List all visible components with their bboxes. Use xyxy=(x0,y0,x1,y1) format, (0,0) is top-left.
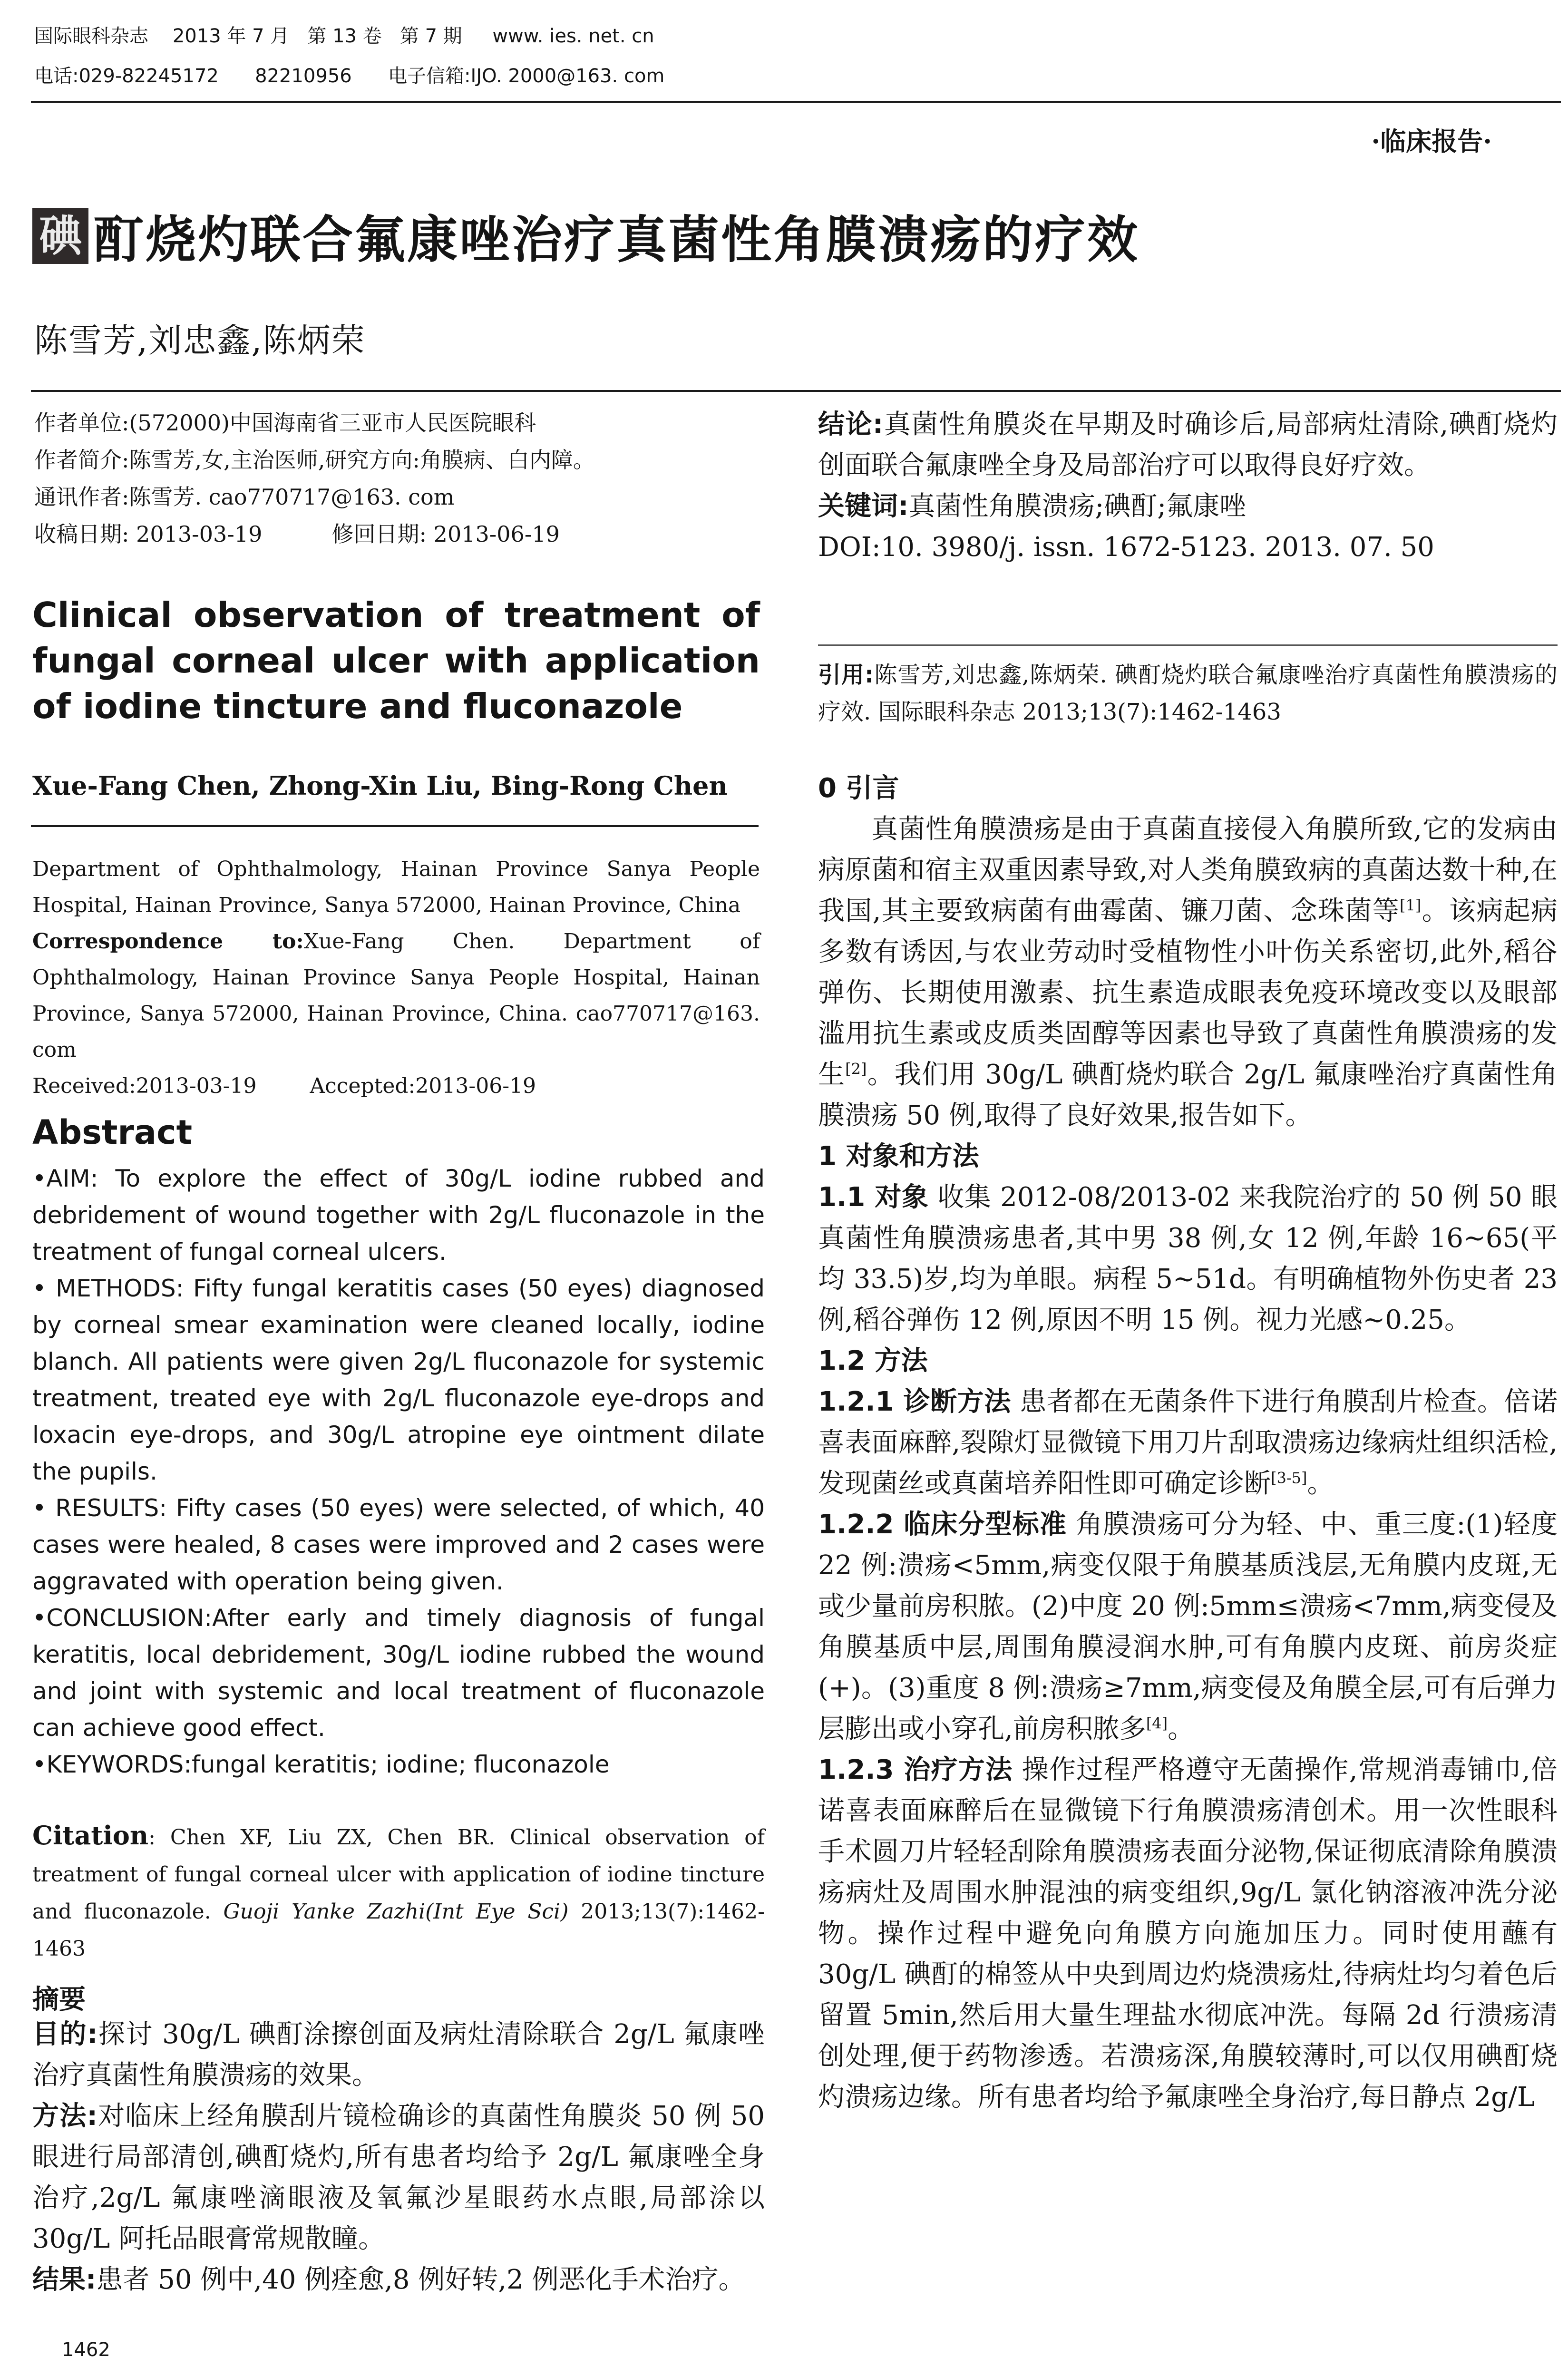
abstract-conclusion: •CONCLUSION:After early and timely diagnosis of fungal keratitis, local debridement, 30g/L iodine rubbed the wound and joint with systemic and local treatment of fluconazole can achieve good effect. xyxy=(32,1604,765,1742)
right-divider xyxy=(818,644,1558,646)
intro-text-2: 。该病起病多数有诱因,与农业劳动时受植物性小叶伤关系密切,此外,稻谷弹伤、长期使用激素、抗生素造成眼表免疫环境改变以及眼部滥用抗生素或皮质类固醇等因素也导致了真菌性角膜溃疡的发生 xyxy=(818,896,1558,1090)
section-1-2-3-label: 1.2.3 治疗方法 xyxy=(818,1754,1013,1785)
abstract-body xyxy=(32,1160,765,1783)
method-text: 对临床上经角膜刮片镜检确诊的真菌性角膜炎 50 例 50 眼进行局部清创,碘酊烧灼,所有患者均给予 2g/L 氟康唑全身治疗,2g/L 氟康唑滴眼液及氧氟沙星眼药水点眼,局部涂以 30g/L 阿托品眼膏常规散瞳。 xyxy=(32,2101,765,2254)
affiliation xyxy=(32,851,760,1104)
journal-header-line2: 电话:029-82245172 82210956 电子信箱:IJO. 2000@163. com xyxy=(34,65,665,87)
author-unit: 作者单位:(572000)中国海南省三亚市人民医院眼科 xyxy=(34,410,536,436)
abstract-keywords: •KEYWORDS:fungal keratitis; iodine; fluconazole xyxy=(32,1751,610,1778)
cn-abstract-result xyxy=(32,2260,765,2300)
ref-1: [1] xyxy=(1400,896,1422,915)
section-1-heading: 1 对象和方法 xyxy=(818,1141,979,1172)
author-meta xyxy=(34,404,757,553)
received-dates: 收稿日期: 2013-03-19 修回日期: 2013-06-19 xyxy=(34,521,560,547)
article-title xyxy=(32,200,1139,272)
correspondence-label: Correspondence to: xyxy=(32,929,304,954)
intro-text-1: 真菌性角膜溃疡是由于真菌直接侵入角膜所致,它的发病由病原菌和宿主双重因素导致,对人类角膜致病的真菌达数十种,在我国,其主要致病菌有曲霉菌、镰刀菌、念珠菌等 xyxy=(818,814,1558,926)
result-text: 患者 50 例中,40 例痊愈,8 例好转,2 例恶化手术治疗。 xyxy=(96,2264,745,2295)
citation xyxy=(32,1817,765,1968)
header-rule xyxy=(31,101,1561,103)
correspondence-text: Xue-Fang Chen. Department of Ophthalmology, Hainan Province Sanya People Hospital, Hainan Province, Sanya 572000, Hainan Province, China. cao770717@163. com xyxy=(32,929,760,1062)
keywords-text: 真菌性角膜溃疡;碘酊;氟康唑 xyxy=(908,491,1247,522)
title-first-glyph: 碘 xyxy=(32,208,88,264)
cn-citation-label: 引用: xyxy=(818,662,874,688)
ref-2: [2] xyxy=(845,1060,867,1078)
cn-citation-text: 陈雪芳,刘忠鑫,陈炳荣. 碘酊烧灼联合氟康唑治疗真菌性角膜溃疡的疗效. 国际眼科杂志 2013;13(7):1462-1463 xyxy=(818,662,1558,725)
cn-keywords xyxy=(818,486,1558,527)
cn-abstract xyxy=(32,2014,765,2300)
cn-abstract-purpose xyxy=(32,2014,765,2096)
cn-conclusion xyxy=(818,404,1558,486)
main-rule xyxy=(31,390,1561,392)
citation-journal: Guoji Yanke Zazhi(Int Eye Sci) xyxy=(223,1900,569,1924)
citation-tail: 2013;13(7):1462-1463 xyxy=(32,1900,765,1961)
section-1-2-heading: 1.2 方法 xyxy=(818,1345,928,1376)
section-1-2-2-text: 角膜溃疡可分为轻、中、重三度:(1)轻度 22 例:溃疡<5mm,病变仅限于角膜基质浅层,无角膜内皮斑,无或少量前房积脓。(2)中度 20 例:5mm≤溃疡<7mm,病变侵及角膜基质中层,周围角膜浸润水肿,可有角膜内皮斑、前房炎症(+)。(3)重度 8 例:溃疡≥7mm,病变侵及角膜全层,可有后弹力层膨出或小穿孔,前房积脓多 xyxy=(818,1509,1558,1744)
section-1-2-2 xyxy=(818,1504,1558,1750)
corresponding-author: 通讯作者:陈雪芳. cao770717@163. com xyxy=(34,484,455,510)
right-summary xyxy=(818,404,1558,568)
title-text: 酊烧灼联合氟康唑治疗真菌性角膜溃疡的疗效 xyxy=(93,211,1139,269)
cn-abstract-heading: 摘要 xyxy=(32,1984,86,2015)
page-number: 1462 xyxy=(62,2339,110,2361)
authors-cn: 陈雪芳,刘忠鑫,陈炳荣 xyxy=(34,321,366,360)
section-1-2-1 xyxy=(818,1382,1558,1504)
abstract-results: • RESULTS: Fifty cases (50 eyes) were selected, of which, 40 cases were healed, 8 cases were improved and 2 cases were aggravated with operation being given. xyxy=(32,1494,765,1595)
abstract-heading: Abstract xyxy=(32,1113,193,1152)
section-1-2-1-label: 1.2.1 诊断方法 xyxy=(818,1386,1011,1417)
body-text xyxy=(818,768,1558,2118)
affiliation-dept: Department of Ophthalmology, Hainan Province Sanya People Hospital, Hainan Province, Sanya 572000, Hainan Province, China xyxy=(32,857,760,917)
section-1-2-1-text: 患者都在无菌条件下进行角膜刮片检查。倍诺喜表面麻醉,裂隙灯显微镜下用刀片刮取溃疡边缘病灶组织活检,发现菌丝或真菌培养阳性即可确定诊断 xyxy=(818,1386,1558,1499)
citation-label: Citation xyxy=(32,1820,149,1851)
section-1-1 xyxy=(818,1177,1558,1341)
section-1-1-text: 收集 2012-08/2013-02 来我院治疗的 50 例 50 眼真菌性角膜溃疡患者,其中男 38 例,女 12 例,年龄 16~65(平均 33.5)岁,均为单眼。病程 5~51d。有明确植物外伤史者 23 例,稻谷弹伤 12 例,原因不明 15 例。视力光感~0.25。 xyxy=(818,1182,1558,1335)
section-tag: ·临床报告· xyxy=(1371,126,1492,156)
doi: DOI:10. 3980/j. issn. 1672-5123. 2013. 07. 50 xyxy=(818,532,1434,563)
result-label: 结果: xyxy=(32,2264,97,2295)
purpose-text: 探讨 30g/L 碘酊涂擦创面及病灶清除联合 2g/L 氟康唑治疗真菌性角膜溃疡的效果。 xyxy=(32,2019,765,2091)
abstract-aim: •AIM: To explore the effect of 30g/L iodine rubbed and debridement of wound together with 2g/L fluconazole in the treatment of fungal corneal ulcers. xyxy=(32,1165,765,1266)
cn-abstract-method xyxy=(32,2096,765,2260)
ref-4: [4] xyxy=(1146,1714,1168,1733)
section-1-2-2-end: 。 xyxy=(1168,1714,1195,1744)
section-1-2-1-end: 。 xyxy=(1307,1468,1334,1499)
affiliation-received: Received:2013-03-19 Accepted:2013-06-19 xyxy=(32,1074,536,1098)
ref-3-5: [3-5] xyxy=(1271,1469,1307,1487)
intro-text-3: 。我们用 30g/L 碘酊烧灼联合 2g/L 氟康唑治疗真菌性角膜溃疡 50 例,取得了良好效果,报告如下。 xyxy=(818,1059,1558,1131)
affiliation-correspondence xyxy=(32,924,760,1068)
abstract-methods: • METHODS: Fifty fungal keratitis cases (50 eyes) diagnosed by corneal smear examination were cleaned locally, iodine blanch. All patients were given 2g/L fluconazole for systemic treatment, treated eye with 2g/L fluconazole eye-drops and loxacin eye-drops, and 30g/L atropine eye ointment dilate the pupils. xyxy=(32,1275,765,1485)
conclusion-text: 真菌性角膜炎在早期及时确诊后,局部病灶清除,碘酊烧灼创面联合氟康唑全身及局部治疗可以取得良好疗效。 xyxy=(818,409,1558,481)
keywords-label: 关键词: xyxy=(818,491,909,522)
method-label: 方法: xyxy=(32,2101,97,2132)
english-title: Clinical observation of treatment of fungal corneal ulcer with application of iodine tincture and fluconazole xyxy=(32,595,760,726)
author-intro: 作者简介:陈雪芳,女,主治医师,研究方向:角膜病、白内障。 xyxy=(34,447,595,473)
purpose-label: 目的: xyxy=(32,2019,98,2050)
english-authors-rule xyxy=(31,825,759,827)
journal-header-line1: 国际眼科杂志 2013 年 7 月 第 13 卷 第 7 期 www. ies. net. cn xyxy=(34,25,654,47)
section-1-2-3-text: 操作过程严格遵守无菌操作,常规消毒铺巾,倍诺喜表面麻醉后在显微镜下行角膜溃疡清创术。用一次性眼科手术圆刀片轻轻刮除角膜溃疡表面分泌物,保证彻底清除角膜溃疡病灶及周围水肿混浊的病变组织,9g/L 氯化钠溶液冲洗分泌物。操作过程中避免向角膜方向施加压力。同时使用蘸有 30g/L 碘酊的棉签从中央到周边灼烧溃疡灶,待病灶均匀着色后留置 5min,然后用大量生理盐水彻底冲洗。每隔 2d 行溃疡清创处理,便于药物渗透。若溃疡深,角膜较薄时,可以仅用碘酊烧灼溃疡边缘。所有患者均给予氟康唑全身治疗,每日静点 2g/L xyxy=(818,1754,1558,2113)
section-1-2-2-label: 1.2.2 临床分型标准 xyxy=(818,1509,1067,1540)
section-1-1-label: 1.1 对象 xyxy=(818,1182,929,1213)
conclusion-label: 结论: xyxy=(818,409,884,440)
english-authors: Xue-Fang Chen, Zhong-Xin Liu, Bing-Rong Chen xyxy=(32,770,728,801)
section-1-2-3 xyxy=(818,1750,1558,2118)
cn-citation xyxy=(818,656,1558,731)
intro-paragraph xyxy=(818,809,1558,1136)
intro-heading: 0 引言 xyxy=(818,773,899,804)
citation-text: : Chen XF, Liu ZX, Chen BR. Clinical observation of treatment of fungal corneal ulcer with application of iodine tincture and fluconazole. xyxy=(32,1825,765,1924)
